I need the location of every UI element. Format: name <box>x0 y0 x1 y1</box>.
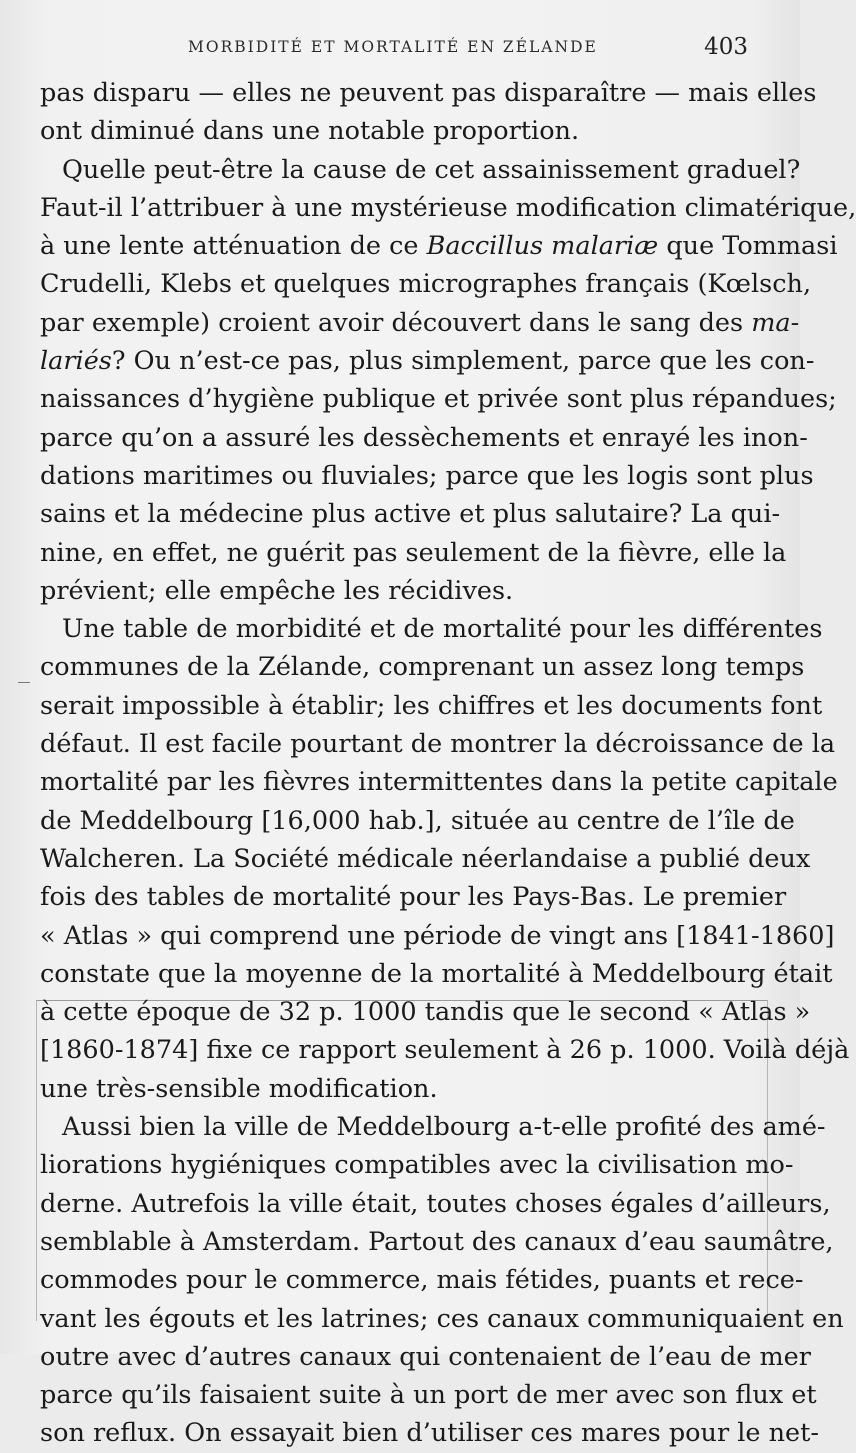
text-line: fois des tables de mortalité pour les Pays-Bas. Le premier <box>40 882 787 913</box>
text-line: derne. Autrefois la ville était, toutes choses égales d’ailleurs, <box>40 1188 831 1219</box>
italic-term: lariés <box>40 346 112 377</box>
margin-mark <box>18 682 30 683</box>
text-line: Quelle peut-être la cause de cet assainissement graduel? <box>62 154 801 185</box>
text-line: sains et la médecine plus active et plus salutaire? La qui- <box>40 499 781 530</box>
text-line: à une lente atténuation de ce Baccillus malariæ que Tommasi <box>40 231 838 262</box>
text-line: Walcheren. La Société médicale néerlandaise a publié deux <box>40 843 811 874</box>
text-line: défaut. Il est facile pourtant de montrer la décroissance de la <box>40 729 836 760</box>
text-line: serait impossible à établir; les chiffres et les documents font <box>40 690 823 721</box>
page-number: 403 <box>704 34 748 60</box>
text-line: à cette époque de 32 p. 1000 tandis que le second « Atlas » <box>40 997 811 1028</box>
text-line: ont diminué dans une notable proportion. <box>40 116 580 147</box>
page-header <box>188 34 748 60</box>
text-line: commodes pour le commerce, mais fétides, puants et rece- <box>40 1265 804 1296</box>
text-line: outre avec d’autres canaux qui contenaient de l’eau de mer <box>40 1341 811 1372</box>
text-line: pas disparu — elles ne peuvent pas disparaître — mais elles <box>40 78 817 108</box>
text-line: Faut-il l’attribuer à une mystérieuse modification climatérique, <box>40 192 856 223</box>
text-line: « Atlas » qui comprend une période de vingt ans [1841-1860] <box>40 920 835 951</box>
text-line: [1860-1874] fixe ce rapport seulement à 26 p. 1000. Voilà déjà <box>40 1035 850 1066</box>
italic-term: Baccillus malariæ <box>426 231 659 262</box>
text-line: son reflux. On essayait bien d’utiliser ces mares pour le net- <box>40 1418 819 1449</box>
text-line: dations maritimes ou fluviales; parce que les logis sont plus <box>40 460 814 491</box>
text-line: liorations hygiéniques compatibles avec la civilisation mo- <box>40 1150 794 1181</box>
text-line: communes de la Zélande, comprenant un assez long temps <box>40 652 805 683</box>
text-line: parce qu’ils faisaient suite à un port de mer avec son flux et <box>40 1380 817 1411</box>
text-line: nine, en effet, ne guérit pas seulement de la fièvre, elle la <box>40 537 787 568</box>
text-line: constate que la moyenne de la mortalité à Meddelbourg était <box>40 958 833 989</box>
text-line: de Meddelbourg [16,000 hab.], située au centre de l’île de <box>40 805 795 836</box>
text-line: semblable à Amsterdam. Partout des canaux d’eau saumâtre, <box>40 1226 834 1257</box>
text-line: Aussi bien la ville de Meddelbourg a-t-elle profité des amé- <box>62 1112 826 1143</box>
text-line: Une table de morbidité et de mortalité pour les différentes <box>62 614 823 645</box>
text-line: une très-sensible modification. <box>40 1073 438 1104</box>
text-line: vant les égouts et les latrines; ces canaux communiquaient en <box>40 1303 844 1334</box>
text-line: Crudelli, Klebs et quelques micrographes français (Kœlsch, <box>40 269 812 300</box>
text-line: naissances d’hygiène publique et privée sont plus répandues; <box>40 384 837 415</box>
text-line: parce qu’on a assuré les dessèchements et enrayé les inon- <box>40 422 808 453</box>
body-text <box>40 74 856 1453</box>
text-line: lariés? Ou n’est-ce pas, plus simplement, parce que les con- <box>40 346 815 377</box>
text-line: mortalité par les fièvres intermittentes dans la petite capitale <box>40 767 838 798</box>
running-head: MORBIDITÉ ET MORTALITÉ EN ZÉLANDE <box>188 38 598 56</box>
text-line: prévient; elle empêche les récidives. <box>40 575 514 606</box>
italic-term: ma- <box>751 307 800 338</box>
text-line: par exemple) croient avoir découvert dans le sang des ma- <box>40 307 800 338</box>
